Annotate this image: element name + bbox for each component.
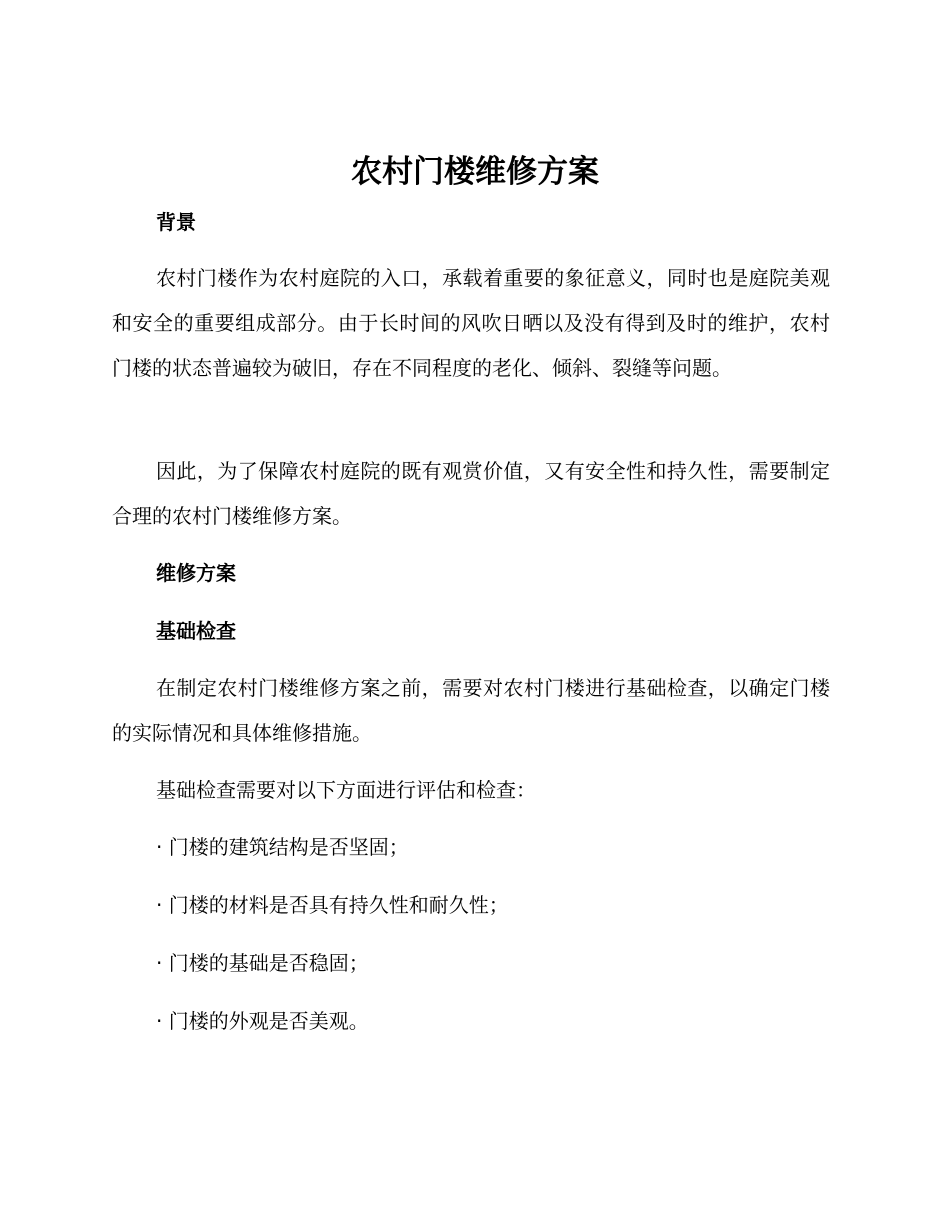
background-paragraph-1: 农村门楼作为农村庭院的入口，承载着重要的象征意义，同时也是庭院美观和安全的重要组成部分。由于长时间的风吹日晒以及没有得到及时的维护，农村门楼的状态普遍较为破旧，存在不同程度的老化、倾斜、裂缝等问题。 — [112, 266, 830, 380]
inspection-paragraph: 在制定农村门楼维修方案之前，需要对农村门楼进行基础检查，以确定门楼的实际情况和具体维修措施。 — [112, 676, 830, 745]
list-item: · 门楼的建筑结构是否坚固； — [156, 835, 409, 859]
list-item: · 门楼的外观是否美观。 — [156, 1009, 369, 1033]
document-title: 农村门楼维修方案 — [351, 154, 599, 190]
background-paragraph-2: 因此，为了保障农村庭院的既有观赏价值，又有安全性和持久性，需要制定合理的农村门楼维修方案。 — [112, 459, 830, 528]
section-heading-plan: 维修方案 — [156, 561, 236, 585]
list-item: · 门楼的基础是否稳固； — [156, 951, 369, 975]
subsection-heading-inspection: 基础检查 — [156, 619, 236, 643]
section-heading-background: 背景 — [156, 210, 196, 234]
list-item: · 门楼的材料是否具有持久性和耐久性； — [156, 893, 509, 917]
inspection-intro: 基础检查需要对以下方面进行评估和检查： — [156, 778, 536, 802]
